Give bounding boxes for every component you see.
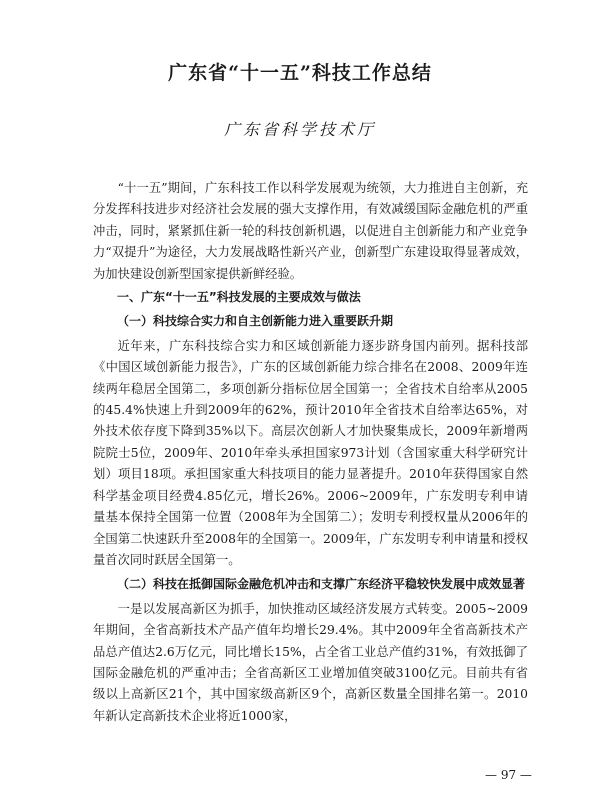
intro-paragraph: “十一五”期间，广东科技工作以科学发展观为统领，大力推进自主创新，充分发挥科技进步对经济社会发展的强大支撑作用，有效减缓国际金融危机的严重冲击，同时，紧紧抓住新一轮的科技创新机遇，以促进自主创新能力和产业竞争力“双提升”为途径，大力发展战略性新兴产业，创新型广东建设取得显著成效，为加快建设创新型国家提供新鲜经验。	[93, 181, 528, 281]
body-paragraph: 近年来，广东科技综合实力和区域创新能力逐步跻身国内前列。据科技部《中国区域创新能力报告》，广东的区域创新能力综合排名在2008、2009年连续两年稳居全国第二，多项创新分指标位居全国第一；全省技术自给率从2005的45.4%快速上升到2009年的62%，预计2010年全省技术自给率达65%，对外技术依存度下降到35%以下。高层次创新人才加快聚集成长，2009年新增两院院士5位，2009年、2010年牵头承担国家973计划（含国家重大科学研究计划）项目18项。承担国家重大科技项目的能力显著提升。2010年获得国家自然科学基金项目经费4.85亿元，增长26%。2006~2009年，广东发明专利申请量基本保持全国第一位置（2008年为全国第二）；发明专利授权量从2006年的全国第二快速跃升至2008年的全国第一。2009年，广东发明专利申请量和授权量首次同时跃居全国第一。	[93, 338, 528, 567]
document-title: 广东省“十一五”科技工作总结	[168, 62, 432, 84]
document-author: 广东省科学技术厅	[223, 120, 376, 139]
body-paragraph: 一是以发展高新区为抓手，加快推动区域经济发展方式转变。2005~2009年期间，全省高新技术产品产值年均增长29.4%。其中2009年全省高新技术产品总产值达2.6万亿元，同比增长15%，占全省工业总产值约31%，有效抵御了国际金融危机的严重冲击；全省高新区工业增加值突破3100亿元。目前共有省级以上高新区21个，其中国家级高新区9个，高新区数量全国排名第一。2010年新认定高新技术企业将近1000家，	[93, 601, 528, 723]
page-number: — 97 —	[485, 768, 532, 782]
subsection-heading: （二）科技在抵御国际金融危机冲击和支撑广东经济平稳较快发展中成效显著	[117, 577, 526, 592]
subsection-heading: （一）科技综合实力和自主创新能力进入重要跃升期	[117, 314, 394, 329]
document-body	[93, 178, 528, 727]
section-heading: 一、广东“十一五”科技发展的主要成效与做法	[117, 290, 361, 305]
